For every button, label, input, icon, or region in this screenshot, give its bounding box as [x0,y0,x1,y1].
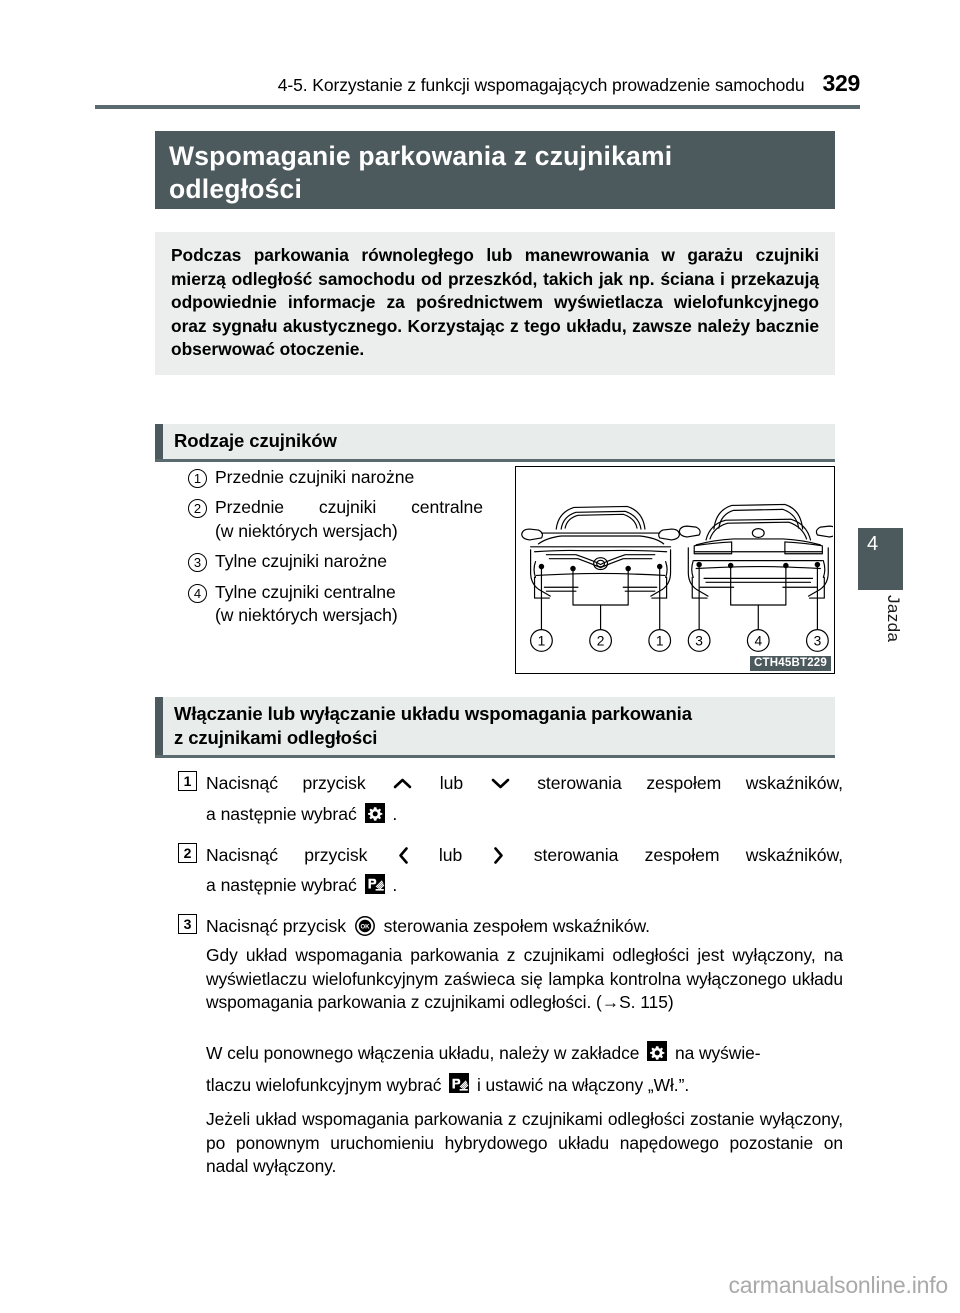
intro-callout-box [155,232,835,375]
chapter-number: 4 [867,533,879,555]
step-number: 2 [178,843,197,863]
list-item [188,550,498,573]
step-text-e: . [392,803,398,824]
sensor-location-figure [515,466,835,674]
list-item-label [215,466,414,489]
gear-icon[interactable] [365,803,385,823]
section-header-sensor-types [155,424,835,462]
step-text-d: a następnie wybrać [206,875,357,896]
list-item-label [215,550,387,573]
chapter-tab [858,528,903,590]
header-divider [95,105,860,109]
sensor-types-list [188,466,498,634]
step-3 [178,911,843,942]
paragraph-block-reenable [206,1037,843,1105]
chapter-label: Jazda [884,595,903,643]
step-text-a: Nacisnąć przycisk [206,916,346,937]
section-accent-bar [155,424,163,459]
list-item-line-2: (w niektórych wersjach) [215,520,398,541]
step-text-b: lub [438,844,463,865]
step-2 [178,840,843,902]
callout-number-2: 2 [188,499,207,518]
chevron-left-icon[interactable] [397,846,410,865]
rear-callouts [688,630,828,652]
step-text [206,840,843,902]
list-item-line-1: Przednie czujniki narożne [215,467,415,487]
callout-number-1: 1 [188,469,207,488]
svg-text:3: 3 [695,633,703,649]
step-number: 1 [178,771,197,791]
car-sensor-diagram-svg [516,467,833,672]
front-view-car [522,506,680,629]
list-item-label [215,496,483,543]
paragraph-text: Gdy układ wspomagania parkowania z czujnikami odległości jest wyłączony, na wyświetlaczu wielofunkcyjnym zaświeca się lampka kontrolna wyłączonego układu wspomagania parkowania z czujnikami odległości. (→S. 115) [206,945,843,1013]
paragraph-block-persistence [206,1108,843,1183]
section-accent-bar [155,697,163,755]
list-item-line-2: (w niektórych wersjach) [215,604,398,625]
list-item [188,581,498,628]
step-text-b: lub [439,773,464,793]
svg-text:3: 3 [813,633,822,649]
step-text [206,911,843,942]
section-banner [155,131,835,209]
paragraph-text [206,1037,843,1101]
section-heading-line-1: Włączanie lub wyłączanie układu wspomagania parkowania [174,703,692,724]
svg-text:4: 4 [754,633,763,649]
step-text-a: Nacisnąć przycisk [206,773,366,793]
list-item-label [215,581,398,628]
ok-button-icon[interactable] [354,915,376,937]
figure-code-label: CTH45BT229 [750,656,831,671]
step-text [206,768,843,830]
paragraph-text-b: na wyświe- [674,1043,761,1063]
list-item-line-1: Przednie czujniki centralne [215,497,483,518]
chevron-up-icon[interactable] [393,777,412,790]
section-header-enable-disable [155,697,835,758]
paragraph-text-d: i ustawić na włączony „Wł.”. [476,1075,690,1096]
step-text-d: a następnie wybrać [206,803,357,824]
list-item-line-1: Tylne czujniki narożne [215,551,387,572]
section-heading-text [163,697,692,755]
list-item-line-1: Tylne czujniki centralne [215,581,396,602]
chevron-down-icon[interactable] [491,777,510,790]
callout-number-3: 3 [188,553,207,572]
page-title: 4-5. Korzystanie z funkcji wspomagających prowadzenie samochodu [277,75,805,95]
front-callouts [531,630,671,652]
svg-text:1: 1 [655,633,664,649]
list-item [188,466,498,489]
step-text-c: sterowania zespołem wskaźników, [537,773,843,793]
section-heading-line-2: z czujnikami odległości [174,726,378,748]
list-item [188,496,498,543]
parking-sensor-icon[interactable] [365,874,385,894]
svg-text:OK: OK [360,924,370,931]
page-number: 329 [822,70,860,96]
page-running-header [95,70,860,97]
paragraph-text-c: tlaczu wielofunkcyjnym wybrać [206,1075,442,1096]
step-number: 3 [178,914,197,934]
gear-icon[interactable] [647,1041,667,1061]
step-text-c: sterowania zespołem wskaźników. [383,916,651,937]
step-1 [178,768,843,830]
procedure-steps [178,768,843,952]
site-watermark: carmanualsonline.info [728,1272,948,1298]
paragraph-text: Jeżeli układ wspomagania parkowania z czujnikami odległości zostanie wyłączony, po ponownym uruchomieniu hybrydowego układu napędowego pozostanie on nadal wyłączony. [206,1109,843,1177]
svg-text:1: 1 [537,633,546,649]
step-text-e: . [392,875,398,896]
parking-sensor-icon[interactable] [449,1073,469,1093]
callout-number-4: 4 [188,584,207,603]
chevron-right-icon[interactable] [492,846,505,865]
step-text-a: Nacisnąć przycisk [206,844,368,865]
step-text-c: sterowania zespołem wskaźników, [533,844,843,865]
section-heading-text: Rodzaje czujników [174,430,337,451]
svg-text:2: 2 [596,633,605,649]
banner-title-line-2: odległości [169,173,303,204]
rear-view-car [679,504,833,629]
banner-title-line-1: Wspomaganie parkowania z czujnikami [169,141,673,171]
paragraph-text-a: W celu ponownego włączenia układu, należy w zakładce [206,1043,640,1063]
paragraph-block-disabled-indicator [206,944,843,1019]
intro-text: Podczas parkowania równoległego lub manewrowania w garażu czujniki mierzą odległość samochodu od przeszkód, takich jak np. ściana i przekazują odpowiednie informacje za pośrednictwem wyświetlacza wielofunkcyjnego oraz sygnału akustycznego. Korzystając z tego układu, zawsze należy bacznie obserwować otoczenie. [171,245,819,360]
